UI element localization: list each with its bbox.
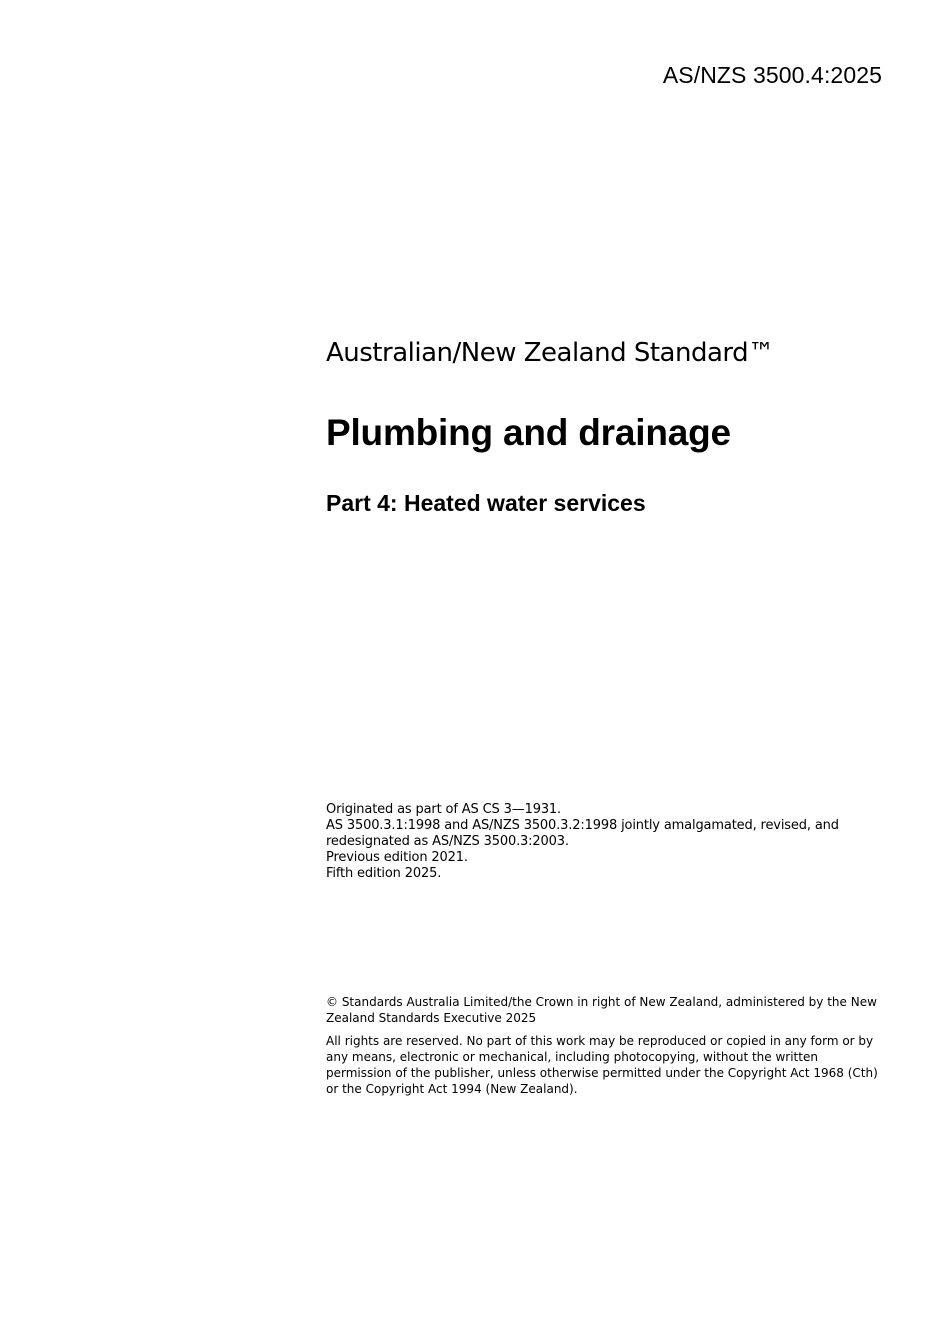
edition-history	[326, 802, 896, 882]
history-line: Originated as part of AS CS 3—1931.	[326, 802, 562, 817]
history-line: redesignated as AS/NZS 3500.3:2003.	[326, 834, 569, 849]
document-subtitle: Part 4: Heated water services	[326, 490, 646, 516]
history-line: Previous edition 2021.	[326, 850, 468, 865]
history-line: AS 3500.3.1:1998 and AS/NZS 3500.3.2:1998 jointly amalgamated, revised, and	[326, 818, 839, 833]
standard-designation: AS/NZS 3500.4:2025	[662, 62, 882, 88]
history-line: Fifth edition 2025.	[326, 866, 442, 881]
standard-series-label: Australian/New Zealand Standard™	[326, 338, 774, 368]
copyright-section	[326, 994, 886, 1104]
copyright-notice: © Standards Australia Limited/the Crown in right of New Zealand, administered by the New Zealand Standards Executive 2025	[326, 995, 877, 1025]
rights-statement: All rights are reserved. No part of this work may be reproduced or copied in any form or by any means, electronic or mechanical, including photocopying, without the written permission of the publisher, unless otherwise permitted under the Copyright Act 1968 (Cth) or the Copyright Act 1994 (New Zealand).	[326, 1034, 878, 1096]
document-title: Plumbing and drainage	[326, 412, 731, 453]
